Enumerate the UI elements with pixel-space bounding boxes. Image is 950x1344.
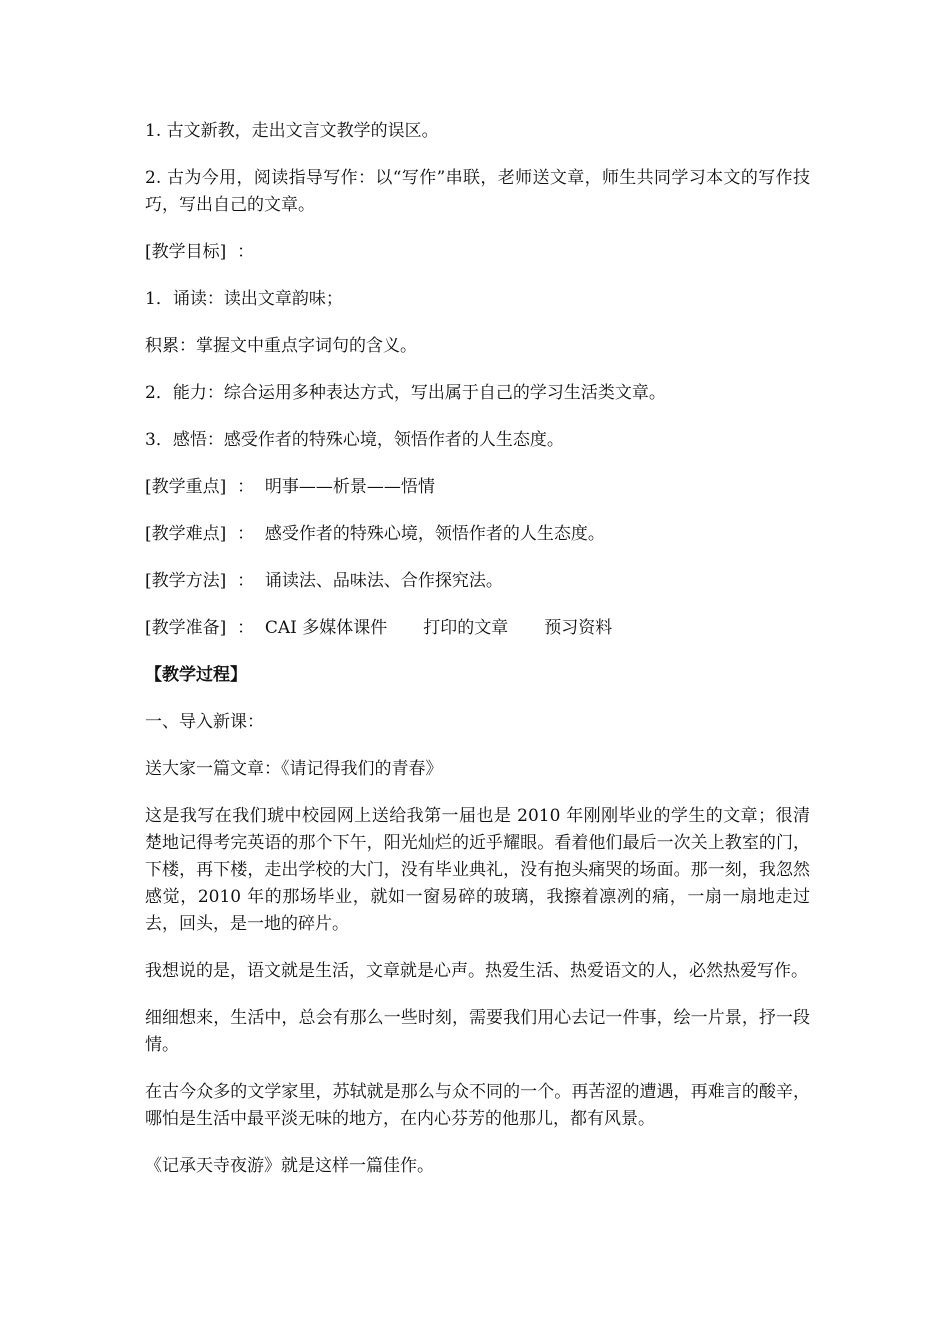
paragraph-sushi: 在古今众多的文学家里，苏轼就是那么与众不同的一个。再苦涩的遭遇，再难言的酸辛，哪怕是生活中最平淡无味的地方，在内心芬芳的他那儿，都有风景。 [145, 1082, 810, 1129]
teaching-methods: [教学方法] ： 诵读法、品味法、合作探究法。 [145, 571, 503, 591]
paragraph-objective-2: 2. 古为今用，阅读指导写作：以“写作”串联，老师送文章，师生共同学习本文的写作技巧，写出自己的文章。 [145, 168, 810, 215]
paragraph-story: 这是我写在我们琥中校园网上送给我第一届也是 2010 年刚刚毕业的学生的文章；很清楚地记得考完英语的那个下午，阳光灿烂的近乎耀眼。看着他们最后一次关上教室的门，下楼，再下楼，走出学校的大门，没有毕业典礼，没有抱头痛哭的场面。那一刻，我忽然感觉，2010 年的那场毕业，就如一窗易碎的玻璃，我擦着凛冽的痛，一扇一扇地走过去，回头，是一地的碎片。 [145, 806, 810, 934]
paragraph-masterpiece: 《记承天寺夜游》就是这样一篇佳作。 [145, 1156, 434, 1176]
teaching-preparation [145, 615, 810, 642]
teaching-focus: [教学重点] ： 明事——析景——悟情 [145, 477, 435, 497]
teaching-difficulty: [教学难点] ： 感受作者的特殊心境，领悟作者的人生态度。 [145, 524, 605, 544]
goal-recitation: 1．诵读：读出文章韵味； [145, 289, 343, 309]
goal-ability: 2．能力：综合运用多种表达方式，写出属于自己的学习生活类文章。 [145, 383, 666, 403]
paragraph-objective-1: 1. 古文新教，走出文言文教学的误区。 [145, 121, 439, 141]
prep-item-printed: 打印的文章 [423, 618, 509, 638]
label-teaching-goals: [教学目标] ： [145, 242, 255, 262]
goal-accumulation: 积累：掌握文中重点字词句的含义。 [145, 336, 417, 356]
paragraph-gift-article: 送大家一篇文章：《请记得我们的青春》 [145, 759, 443, 779]
prep-item-preview: 预习资料 [544, 618, 613, 638]
paragraph-moments: 细细想来，生活中，总会有那么一些时刻，需要我们用心去记一件事，绘一片景，抒一段情。 [145, 1008, 810, 1055]
paragraph-language-life: 我想说的是，语文就是生活，文章就是心声。热爱生活、热爱语文的人，必然热爱写作。 [145, 961, 808, 981]
document-body [145, 118, 810, 1200]
goal-perception: 3．感悟：感受作者的特殊心境，领悟作者的人生态度。 [145, 430, 564, 450]
section-heading-process: 【教学过程】 [145, 665, 247, 685]
prep-label: [教学准备] ： CAI 多媒体课件 [145, 618, 388, 638]
step-intro: 一、导入新课： [145, 712, 264, 732]
